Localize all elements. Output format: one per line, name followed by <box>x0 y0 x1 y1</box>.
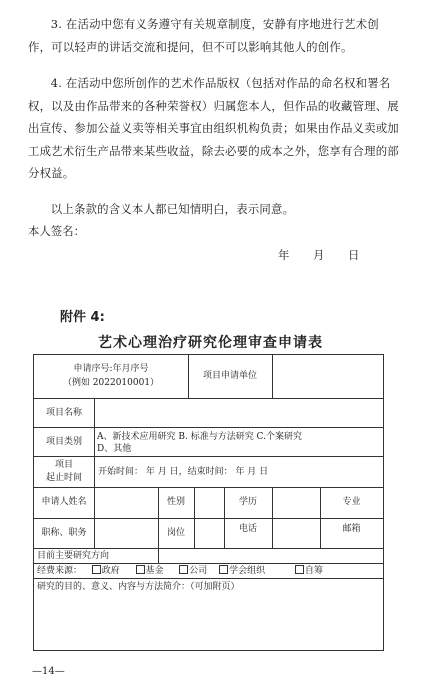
checkbox-self-funded[interactable] <box>295 565 304 574</box>
checkbox-company[interactable] <box>179 565 188 574</box>
funding-option-company: 公司 <box>189 566 208 576</box>
major-label: 专业 <box>342 497 361 507</box>
row-divider <box>34 518 383 519</box>
col-divider <box>272 355 273 398</box>
funding-source-row <box>37 565 323 577</box>
checkbox-government[interactable] <box>92 565 101 574</box>
col-divider <box>272 487 273 548</box>
post-label: 岗位 <box>166 528 185 538</box>
row-divider <box>34 578 383 579</box>
title-position-label: 职称、职务 <box>41 528 87 538</box>
checkbox-society[interactable] <box>219 565 228 574</box>
row-divider <box>34 548 383 549</box>
period-dates: 开始时间： 年 月 日，结束时间： 年 月 日 <box>98 467 269 477</box>
phone-label: 电话 <box>238 524 257 534</box>
gender-label: 性别 <box>166 497 185 507</box>
period-label: 项目 <box>54 460 73 470</box>
checkbox-fund[interactable] <box>136 565 145 574</box>
signature-label: 本人签名： <box>28 224 85 238</box>
date-line: 年 月 日 <box>278 248 360 262</box>
category-option-other: D、其他 <box>97 444 132 454</box>
funding-option-fund: 基金 <box>145 566 164 576</box>
serial-label: 申请序号:年月序号 <box>73 364 149 374</box>
category-options: A、新技术应用研究 B. 标准与方法研究 C.个案研究 <box>97 432 302 442</box>
education-label: 学历 <box>238 497 257 507</box>
funding-label: 经费来源： <box>37 566 83 576</box>
paragraph-4: 4. 在活动中您所创作的艺术作品版权（包括对作品的命名权和署名权，以及由作品带来的各种荣誉权）归属您本人，但作品的收藏管理、展出宣传、参加公益义卖等相关事宜由组织机构负责；如果由作品义卖或加工成艺术衍生产品带来某些收益，除去必要的成本之外，您享有合理的部分权益。 <box>28 76 399 180</box>
applicant-name-label: 申请人姓名 <box>41 497 87 507</box>
row-divider <box>34 427 383 428</box>
project-name-label: 项目名称 <box>45 408 82 418</box>
col-divider <box>194 487 195 548</box>
page-number: —14— <box>32 666 65 677</box>
funding-option-society: 学会组织 <box>229 566 266 576</box>
col-divider <box>94 398 95 548</box>
application-form-table <box>33 354 384 651</box>
row-divider <box>34 563 383 564</box>
row-divider <box>34 487 383 488</box>
serial-example: （例如 2022010001） <box>62 378 160 388</box>
funding-option-government: 政府 <box>101 566 120 576</box>
research-direction-label: 目前主要研究方向 <box>37 551 110 561</box>
period-label-2: 起止时间 <box>45 473 82 483</box>
col-divider <box>158 548 159 563</box>
email-label: 邮箱 <box>342 524 361 534</box>
form-title: 艺术心理治疗研究伦理审查申请表 <box>98 335 323 351</box>
funding-option-self-funded: 自筹 <box>304 566 323 576</box>
purpose-label: 研究的目的、意义、内容与方法简介：（可加附页） <box>37 582 240 592</box>
attachment-label: 附件 4: <box>60 310 105 325</box>
paragraph-consent: 以上条款的含义本人都已知情明白，表示同意。 <box>50 202 295 216</box>
row-divider <box>34 398 383 399</box>
category-label: 项目类别 <box>45 437 82 447</box>
paragraph-3: 3. 在活动中您有义务遵守有关规章制度，安静有序地进行艺术创作，可以轻声的讲话交流和提问，但不可以影响其他人的创作。 <box>28 17 379 54</box>
row-divider <box>34 456 383 457</box>
unit-label: 项目申请单位 <box>202 371 257 381</box>
